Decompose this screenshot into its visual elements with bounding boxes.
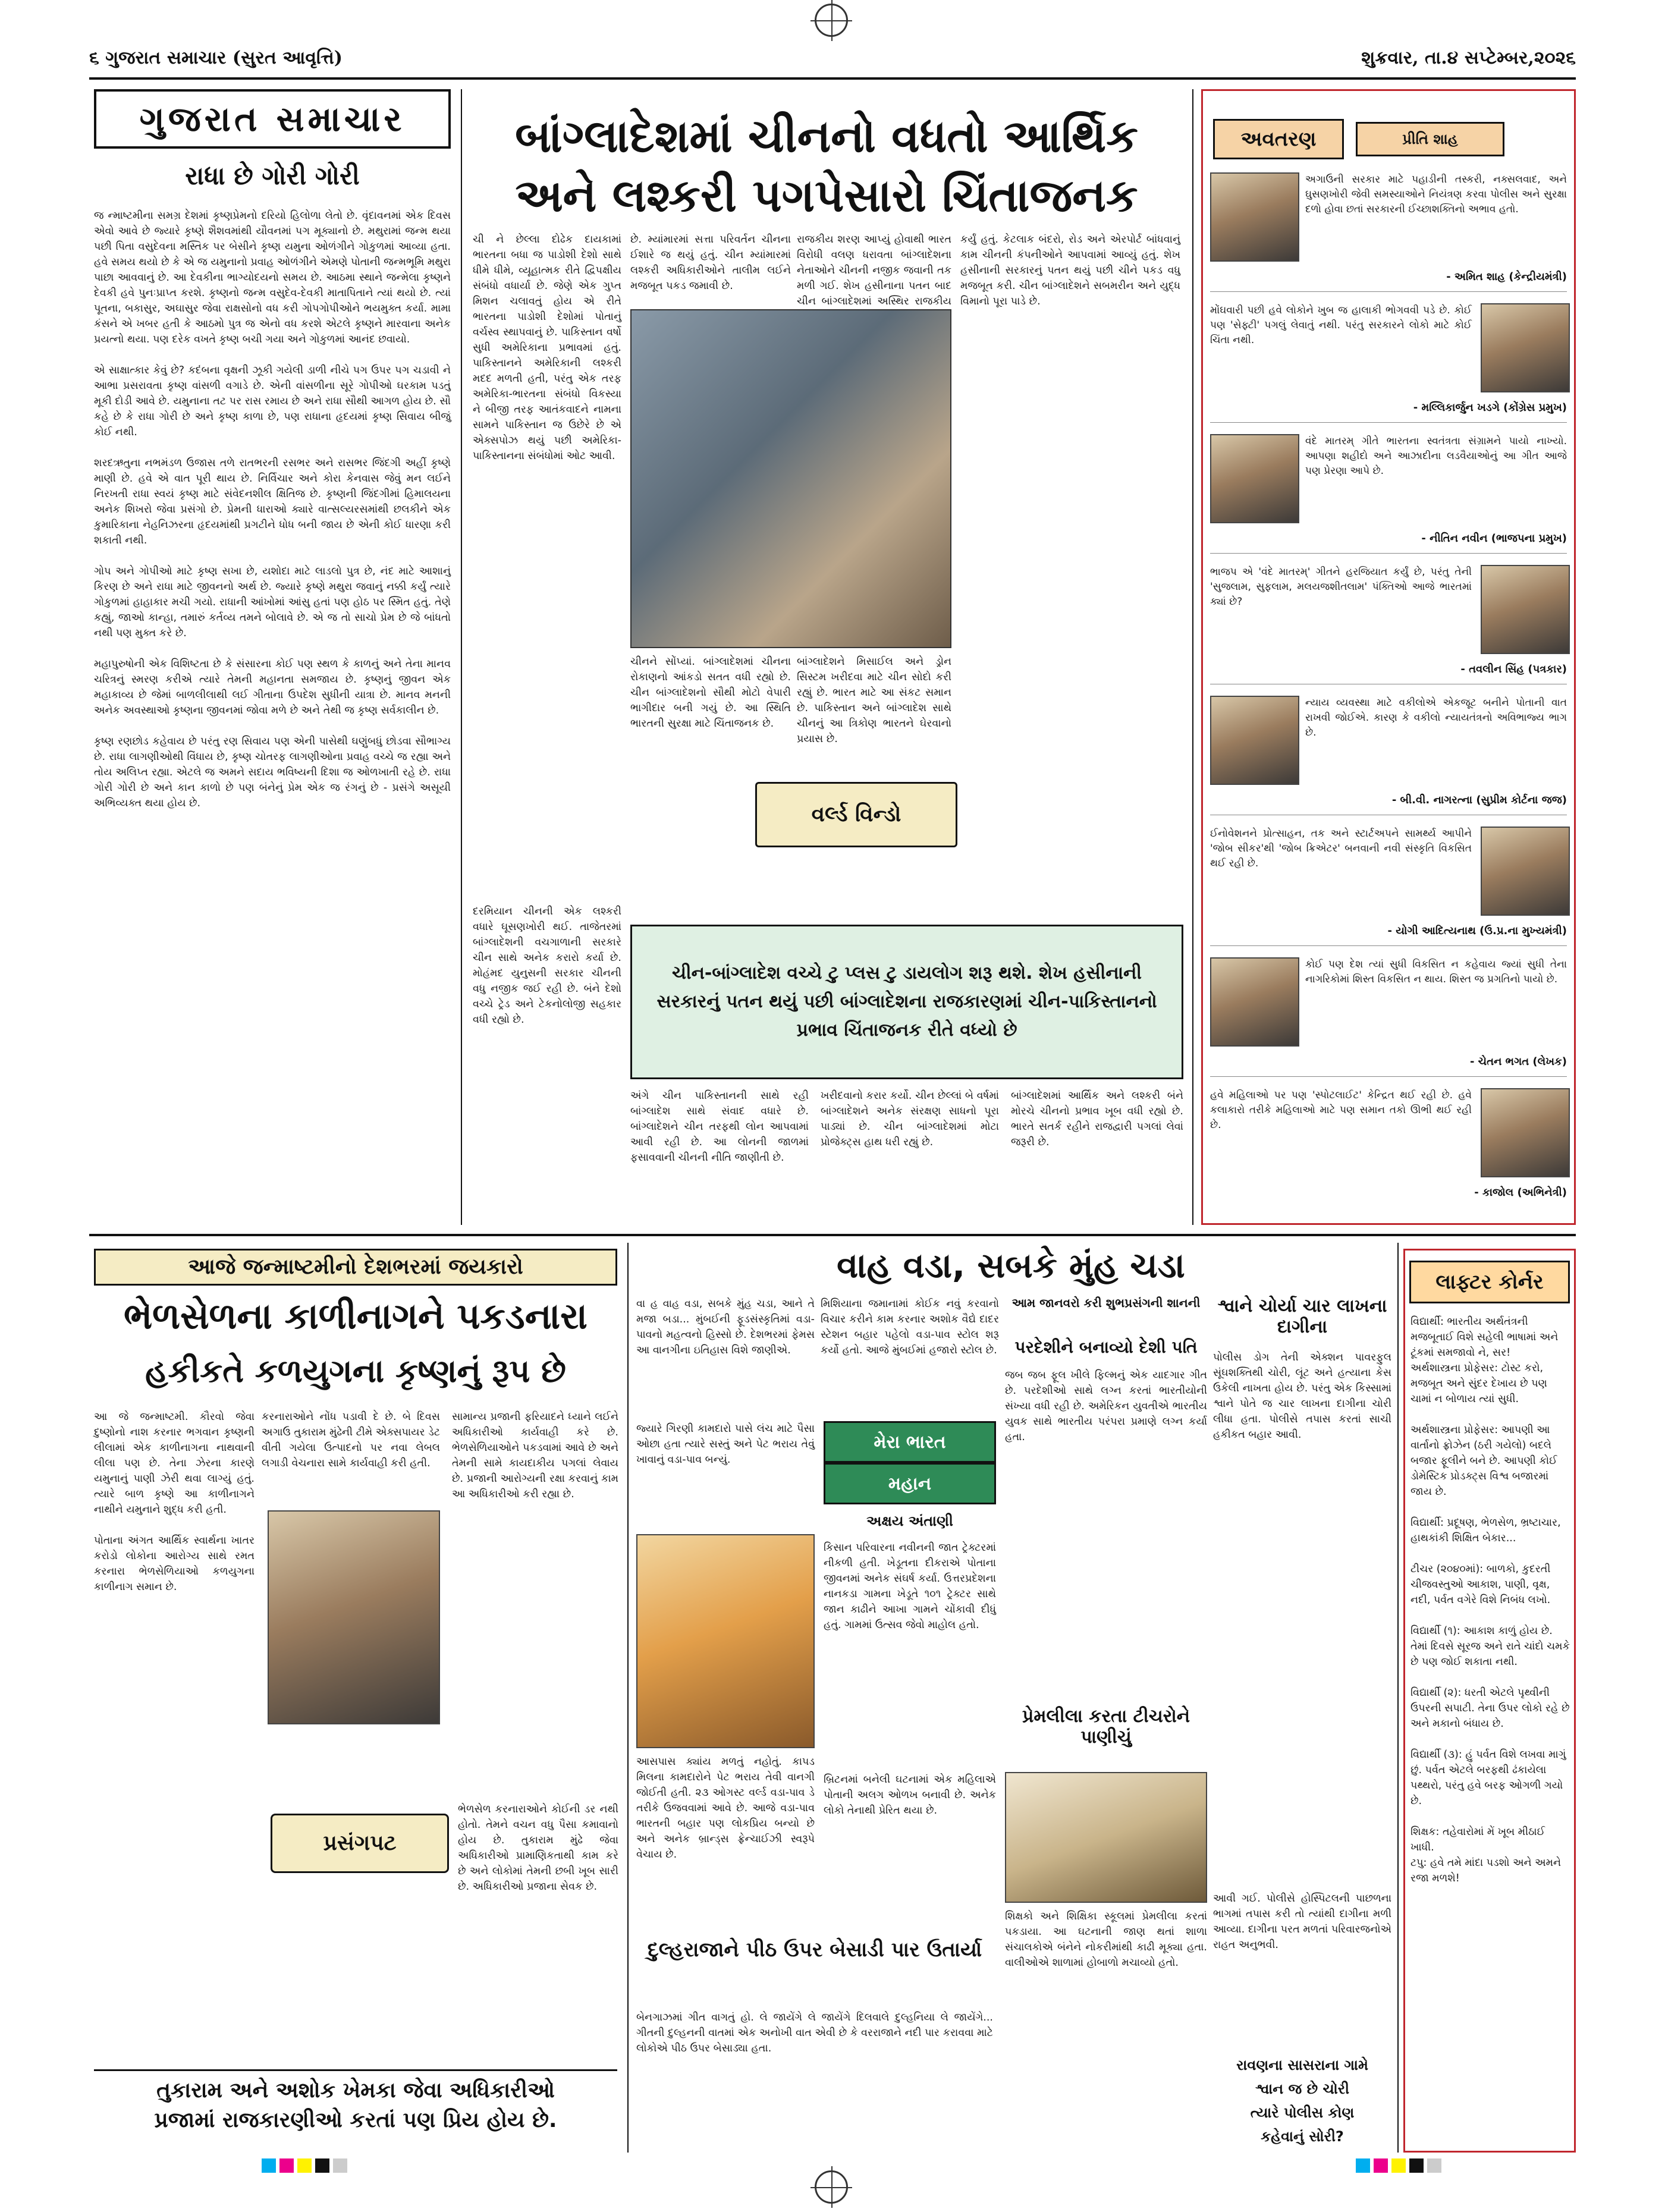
pardeshi-headline: પરદેશીને બનાવ્યો દેશી પતિ xyxy=(1014,1337,1198,1357)
lead-lower-mid: અંગે ચીન પાકિસ્તાનની સાથે રહી બાંગ્લાદેશ સાથે સંવાદ વધારે છે. બાંગ્લાદેશને ચીન તરફથી લોન આપવામાં આવી રહી છે. આ લોનની જાળમાં ફસાવવાની ચીનની નીતિ જાણીતી છે. xyxy=(630,1090,812,1164)
quote-attribution: - કાજોલ (અભિનેત્રી) xyxy=(1474,1186,1567,1199)
char-footer-4: કહેવાનું સોરી? xyxy=(1261,2128,1344,2145)
quote-attribution: - તવલીન સિંહ (પત્રકાર) xyxy=(1460,663,1567,675)
page-folio: ૬ ગુજરાત સમાચાર (સુરત આવૃત્તિ) xyxy=(89,48,343,68)
lead-photo xyxy=(630,309,951,648)
lead-headline-1: બાંગ્લાદેશમાં ચીનનો વધતો આર્થિક xyxy=(515,109,1138,162)
lead-col-1: ચી ને છેલ્લા દોઢેક દાયકામાં ભારતના બધા જ પાડોશી દેશો સાથે ધીમે ધીમે, વ્યૂહાત્મક રીતે દ્વિપક્ષીય સંબંધો વધાર્યા છે. જેણે એક ગુપ્ત મિશન ચલાવતું હોય એ રીતે ભારતના પાડોશી દેશોમાં પોતાનું વર્ચસ્વ સ્થાપવાનું છે. પાકિસ્તાન વર્ષો સુધી અમેરિકાના પ્રભાવમાં હતું. પાકિસ્તાનને અમેરિકાની લશ્કરી મદદ મળતી હતી, પરંતુ એક તરફ અમેરિકા-ભારતના સંબંધો વિકસ્યા ને બીજી તરફ આતંકવાદને નામના સામને પાકિસ્તાન જ ઉછેરે છે એ એક્સપોઝ થયું પછી અમેરિકા-પાકિસ્તાનના સંબંધોમાં ઓટ આવી. xyxy=(473,234,625,462)
char-body: પોલીસ ડોગ તેની એક્શન પાવરફુલ સૂંઘશક્તિથી ચોરી, લૂંટ અને હત્યાના કેસ ઉકેલી નાખતા હોય છે. પરંતુ એક કિસ્સામાં શ્વાને પોતે જ ચાર લાખના દાગીના ચોરી લીધા હતા. પોલીસે તપાસ કરતાં સાચી હકીકત બહાર આવી. xyxy=(1213,1352,1395,1441)
quote-attribution: - ચેતન ભગત (લેખક) xyxy=(1469,1055,1567,1068)
lead-headline-2: અને લશ્કરી પગપેસારો ચિંતાજનક xyxy=(515,169,1138,222)
mera-bharat-author: અક્ષય અંતાણી xyxy=(866,1513,953,1529)
pardeshi-sub-headline: પ્રેમલીલા કરતા ટીચરોને પાણીચું xyxy=(1022,1706,1190,1748)
world-window-label: વર્લ્ડ વિન્ડો xyxy=(755,782,957,847)
vada-headline: વાહ વડા, સબકે મુંહ ચડા xyxy=(837,1245,1185,1286)
char-footer-2: શ્વાન જ છે ચોરી xyxy=(1255,2081,1349,2097)
column-masthead: ગુજરાત સમાચાર xyxy=(94,89,451,149)
janmashtami-headline-2: હકીકતે કળયુગના કૃષ્ણનું રૂપ છે xyxy=(145,1352,566,1390)
mid-divider xyxy=(627,1243,629,2153)
laughter-title: લાફ્ટર કોર્નર xyxy=(1409,1261,1570,1303)
quote-attribution: - અમિત શાહ (કેન્દ્રીયમંત્રી) xyxy=(1446,271,1567,283)
quote-divider xyxy=(1210,422,1567,423)
quote-attribution: - યોગી આદિત્યનાથ (ઉ.પ્ર.ના મુખ્યમંત્રી) xyxy=(1387,925,1567,937)
quote-portrait xyxy=(1210,696,1299,785)
quote-attribution: - મલ્લિકાર્જુન ખડગે (કોંગ્રેસ પ્રમુખ) xyxy=(1413,401,1567,414)
quote-portrait xyxy=(1210,957,1299,1047)
quote-portrait xyxy=(1210,172,1299,262)
mera-bharat-extra: બ્રિટનમાં બનેલી ઘટનામાં એક મહિલાએ પોતાની અલગ ઓળખ બનાવી છે. અનેક લોકો તેનાથી પ્રેરિત થયા છે. xyxy=(824,1774,1000,1817)
quote-divider xyxy=(1210,945,1567,946)
janmashtami-headline-1: ભેળસેળના કાળીનાગને પકડનારા xyxy=(124,1296,588,1337)
janmashtami-footer-1: તુકારામ અને અશોક ખેમકા જેવા અધિકારીઓ xyxy=(156,2078,555,2103)
janmashtami-lower: ભેળસેળ કરનારાઓને કોઈની ડર નથી હોતો. તેમને વચન વધુ પૈસા કમાવાનો હોય છે. તુકારામ મુંઢે જેવા અધિકારીઓ પ્રામાણિકતાથી કામ કરે છે અને લોકોમાં તેમની છબી ખૂબ સારી છે. અધિકારીઓ પ્રજાના સેવક છે. xyxy=(458,1803,622,1893)
janmashtami-kicker: આજે જન્માષ્ટમીનો દેશભરમાં જયકારો xyxy=(94,1249,617,1286)
char-footer-1: રાવણના સાસરાના ગામે xyxy=(1236,2057,1368,2073)
vada-lower: આસપાસ ક્યાંય મળતું નહોતું. કાપડ મિલના કામદારોને પેટ ભરાય તેવી વાનગી જોઈતી હતી. ૨૩ ઓગસ્ટ વર્લ્ડ વડા-પાવ ડે તરીકે ઉજવવામાં આવે છે. આજે વડા-પાવ ભારતની બહાર પણ લોકપ્રિય બન્યો છે અને અનેક બ્રાન્ડ્સ ફ્રેન્ચાઈઝી સ્વરૂપે વેચાય છે. xyxy=(636,1756,818,1861)
janmashtami-footer-2: પ્રજામાં રાજકારણીઓ કરતાં પણ પ્રિય હોય છે. xyxy=(154,2108,557,2132)
janmashtami-footer-rule xyxy=(94,2069,617,2071)
lead-col-6: બાંગ્લાદેશને મિસાઈલ અને ડ્રોન સિસ્ટમ ખરીદવા માટે ચીન સોદો કરી રહ્યું છે. ભારત માટે આ સંકટ સમાન છે. પાકિસ્તાન અને બાંગ્લાદેશ સાથે ચીનનું આ ત્રિકોણ ભારતને ઘેરવાનો પ્રયાસ છે. xyxy=(797,656,955,745)
prasangpat-label: પ્રસંગપટ xyxy=(271,1814,449,1873)
avataran-author: પ્રીતિ શાહ xyxy=(1356,122,1504,156)
section-divider xyxy=(89,1234,1576,1236)
lead-lower-right: ખરીદવાનો કરાર કર્યો. ચીન છેલ્લાં બે વર્ષમાં બાંગ્લાદેશને અનેક સંરક્ષણ સાધનો પૂરા પાડ્યાં છે. ચીન બાંગ્લાદેશમાં મોટા પ્રોજેક્ટ્સ હાથ ધરી રહ્યું છે. xyxy=(821,1090,1003,1148)
pardeshi-illustration xyxy=(1005,1772,1207,1903)
header-rule xyxy=(89,77,1576,80)
lead-divider xyxy=(1192,89,1193,1225)
laughter-body: વિદ્યાર્થી: ભારતીય અર્થતંત્રની મજબૂતાઈ વિશે સહેલી ભાષામાં અને ટૂંકમાં સમજાવો ને, સર! અર્થશાસ્ત્રના પ્રોફેસર: ટોસ્ટ કરો, મજબૂત અને સુંદર દેખાય છે પણ ચામાં ન બોળાય ત્યાં સુધી. અર્થશાસ્ત્રના પ્રોફેસર: આપણી આ વાર્તાનો ફ્રોઝેન (ઠરી ગયેલો) બદલે બજાર ફૂલીને બને છે. આપણી કોઈ ડોમેસ્ટિક પ્રોડક્ટ્સ વિશ્વ બજારમાં જાય છે. વિદ્યાર્થી: પ્રદૂષણ, ભેળસેળ, ભ્રષ્ટાચાર, હાથકાંકી શિક્ષિત બેકાર... ટીચર (૨૦૪૦માં): બાળકો, કુદરતી ચીજવસ્તુઓ આકાશ, પાણી, વૃક્ષ, નદી, પર્વત વગેરે વિશે નિબંધ લખો. વિદ્યાર્થી (૧): આકાશ કાળું હોય છે. તેમાં દિવસે સૂરજ અને રાતે ચાંદો ચમકે છે પણ જોઈ શકાતા નથી. વિદ્યાર્થી (૨): ધરતી એટલે પૃથ્વીની ઉપરની સપાટી. તેના ઉપર લોકો રહે છે અને મકાનો બંધાય છે. વિદ્યાર્થી (૩): હું પર્વત વિશે લખવા માગું છું. પર્વત એટલે બરફથી ઢંકાયેલા પથ્થરો, પરંતુ હવે બરફ ઓગળી ગયો છે. શિક્ષક: તહેવારોમાં મેં ખૂબ મીઠાઈ ખાધી. ટપુ: હવે તમે માંદા પડશો અને અમને રજા મળશે! xyxy=(1410,1316,1570,1884)
quote-divider xyxy=(1210,553,1567,554)
page-date: શુક્રવાર, તા.૪ સપ્ટેમ્બર,૨૦૨૬ xyxy=(1361,48,1576,68)
pardeshi-sub-body: શિક્ષકો અને શિક્ષિકા સ્કૂલમાં પ્રેમલીલા કરતાં પકડાયા. આ ઘટનાની જાણ થતાં શાળા સંચાલકોએ બંનેને નોકરીમાંથી કાઢી મૂક્યા હતા. વાલીઓએ શાળામાં હોબાળો મચાવ્યો હતો. xyxy=(1005,1911,1211,1969)
quote-attribution: - નીતિન નવીન (ભાજપના પ્રમુખ) xyxy=(1421,532,1567,545)
mera-bharat-body: કિસાન પરિવારના નવીનની જાત ટ્રેક્ટરમાં નીકળી હતી. ખેડૂતના દીકરાએ પોતાના જીવનમાં અનેક સંઘર્ષ કર્યા. ઉત્તરપ્રદેશના નાનકડા ગામના ખેડૂતે ૧૦૧ ટ્રેક્ટર સાથે જાન કાઢીને આખા ગામને ચોંકાવી દીધું હતું. ગામમાં ઉત્સવ જેવો માહોલ હતો. xyxy=(824,1542,1000,1631)
vada-col-2: મિશિયાના જમાનામાં કોઈક નવું કરવાનો વિચાર કરીને કામ કરનાર અશોક વૈદ્યે દાદર સ્ટેશન બહાર પહેલો વડા-પાવ સ્ટોલ શરૂ કર્યો હતો. આજે મુંબઈમાં હજારો સ્ટોલ છે. xyxy=(821,1298,1003,1356)
janmashtami-col-1: આ જે જન્માષ્ટમી. કૌરવો જેવા દુષ્ણોનો નાશ કરનાર ભગવાન કૃષ્ણની લીલામાં એક કાળીનાગના નાથવાની લીલા પણ છે. તેના ઝેરના કારણે યમુનાનું પાણી ઝેરી થવા લાગ્યું હતું. ત્યારે બાળ કૃષ્ણે આ કાળીનાગને નાથીને યમુનાને શુદ્ધ કરી હતી. પોતાના અંગત આર્થિક સ્વાર્થના ખાતર કરોડો લોકોના આરોગ્ય સાથે રમત કરનારા ભેળસેળિયાઓ કળયુગના કાળીનાગ સમાન છે. xyxy=(94,1411,255,1593)
registration-mark-bottom xyxy=(815,2170,848,2204)
lead-col-3: રાજકીય શરણ આપ્યું હોવાથી ભારત વિરોધી વલણ ધરાવતા બાંગ્લાદેશના નેતાઓને ચીનની નજીક જવાની તક મળી ગઈ. શેખ હસીનાના પતન બાદ ચીન બાંગ્લાદેશમાં અસ્થિર રાજકીય xyxy=(797,234,951,307)
quote-attribution: - બી.વી. નાગરત્ના (સુપ્રીમ કોર્ટના જજ) xyxy=(1391,794,1567,806)
mera-bharat-label-2: મહાન xyxy=(824,1463,996,1504)
column-title: રાધા છે ગોરી ગોરી xyxy=(185,161,360,190)
quote-text: કોઈ પણ દેશ ત્યાં સુધી વિકસિત ન કહેવાય જ્યાં સુધી તેના નાગરિકોમાં શિસ્ત વિકસિત ન થાય. શિસ્ત જ પ્રગતિનો પાયો છે. xyxy=(1305,959,1570,985)
vada-col-3: જ્યારે ગિરણી કામદારો પાસે લંચ માટે પૈસા ઓછા હતા ત્યારે સસ્તું અને પેટ ભરાય તેવું ખાવાનું વડા-પાવ બન્યું. xyxy=(636,1423,818,1466)
quote-text: ન્યાય વ્યવસ્થા માટે વકીલોએ એકજૂટ બનીને પોતાની વાત રાખવી જોઈએ. કારણ કે વકીલો ન્યાયતંત્રનો અવિભાજ્ય ભાગ છે. xyxy=(1305,697,1570,739)
char-lower: આવી ગઈ. પોલીસે હોસ્પિટલની પાછળના ભાગમાં તપાસ કરી તો ત્યાંથી દાગીના મળી આવ્યા. દાગીના પરત મળતાં પરિવારજનોએ રાહત અનુભવી. xyxy=(1213,1893,1395,1951)
vada-col-1: વા હ વાહ વડા, સબકે મુંહ ચડા, આને તે મજા બડા... મુંબઈની ફૂડસંસ્કૃતિમાં વડા-પાવનો મહત્વનો હિસ્સો છે. દેશભરમાં ફેમસ આ વાનગીના ઇતિહાસ વિશે જાણીએ. xyxy=(636,1298,818,1356)
quote-portrait xyxy=(1481,1088,1570,1177)
quote-text: ભાજપ એ 'વંદે માતરમ્' ગીતને હરજિયાત કર્યું છે, પરંતુ તેની 'સુજલામ, સુફલામ, મલયજશીતલામ' પંક્તિઓ આજે ભારતમાં ક્યાં છે? xyxy=(1210,566,1475,608)
lead-pull-quote: ચીન-બાંગ્લાદેશ વચ્ચે ટુ પ્લસ ટુ ડાયલોગ શરૂ થશે. શેખ હસીનાની સરકારનું પતન થયું પછી બાંગ્લાદેશના રાજકારણમાં ચીન-પાકિસ્તાનનો પ્રભાવ ચિંતાજનક રીતે વધ્યો છે xyxy=(630,925,1183,1079)
lead-col-4: કર્યું હતું. કેટલાક બંદરો, રોડ અને એરપોર્ટ બાંધવાનું કામ ચીનની કંપનીઓને આપવામાં આવ્યું હતું. શેખ હસીનાની સરકારનું પતન થયું પછી ચીને પકડ વધુ મજબૂત કરી. ચીન બાંગ્લાદેશને સબમરીન અને યુદ્ધ વિમાનો પૂરા પાડે છે. xyxy=(960,234,1184,307)
quote-divider xyxy=(1210,1076,1567,1077)
janmashtami-col-3: સામાન્ય પ્રજાની ફરિયાદને ધ્યાને લઈને અધિકારીઓ કાર્યવાહી કરે છે. ભેળસેળિયાઓને પકડવામાં આવે છે અને તેમની સામે કાયદાકીય પગલાં લેવાય છે. પ્રજાની આરોગ્યની રક્ષા કરવાનું કામ આ અધિકારીઓ કરી રહ્યા છે. xyxy=(452,1411,622,1500)
quote-divider xyxy=(1210,291,1567,292)
quote-portrait xyxy=(1481,303,1570,392)
janmashtami-photo xyxy=(268,1510,440,1724)
registration-mark-top xyxy=(815,4,848,37)
color-bar-right xyxy=(1356,2158,1441,2173)
char-footer-3: ત્યારે પોલીસ કોણ xyxy=(1250,2104,1355,2121)
quote-portrait xyxy=(1210,434,1299,523)
quote-portrait xyxy=(1481,827,1570,916)
right-divider xyxy=(1397,1243,1399,2153)
mera-bharat-label-1: મેરા ભારત xyxy=(824,1421,996,1463)
lead-col-7: બાંગ્લાદેશમાં આર્થિક અને લશ્કરી બંને મોરચે ચીનનો પ્રભાવ ખૂબ વધી રહ્યો છે. ભારતે સતર્ક રહીને રાજદ્વારી પગલાં લેવાં જરૂરી છે. xyxy=(1011,1090,1187,1148)
pardeshi-body: જબ જબ ફૂલ ખીલે ફિલ્મનું એક યાદગાર ગીત છે. પરદેશીઓ સાથે લગ્ન કરતાં ભારતીયોની સંખ્યા વધી રહી છે. અમેરિકન યુવતીએ ભારતીય યુવક સાથે ભારતીય પરંપરા પ્રમાણે લગ્ન કર્યા હતા. xyxy=(1005,1369,1211,1443)
lead-lower-left: દરમિયાન ચીનની એક લશ્કરી વધારે ઘૂસણખોરી થઈ. તાજેતરમાં બાંગ્લાદેશની વચગાળાની સરકારે ચીન સાથે અનેક કરારો કર્યા છે. મોહંમદ યુનુસની સરકાર ચીનની વધુ નજીક જઈ રહી છે. બંને દેશો વચ્ચે ટ્રેડ અને ટેકનોલોજી સહકાર વધી રહ્યો છે. xyxy=(473,906,625,1026)
pardeshi-kicker: આમ જાનવરો કરી શુભપ્રસંગની શાનની xyxy=(1011,1296,1201,1310)
janmashtami-col-2: કરનારાઓને નોંધ પડાવી દે છે. બે દિવસ અગાઉ તુકારામ મુંઢેની ટીમે એક્સપાયર ડેટ વીતી ગયેલા ઉત્પાદનો પર નવા લેબલ લગાડી વેચનારા સામે કાર્યવાહી કરી હતી. xyxy=(262,1411,444,1469)
quote-portrait xyxy=(1481,565,1570,654)
lead-col-5: ચીનને સોંપ્યાં. બાંગ્લાદેશમાં ચીનના રોકાણનો આંકડો સતત વધી રહ્યો છે. ચીન બાંગ્લાદેશનો સૌથી મોટો વેપારી ભાગીદાર બની ગયું છે. આ સ્થિતિ ભારતની સુરક્ષા માટે ચિંતાજનક છે. xyxy=(630,656,794,730)
quote-text: હવે મહિલાઓ પર પણ 'સ્પોટલાઈટ' કેન્દ્રિત થઈ રહી છે. હવે કલાકારો તરીકે મહિલાઓ માટે પણ સમાન તકો ઊભી થઈ રહી છે. xyxy=(1210,1089,1475,1131)
vada-sub-body: બેનગાઝમાં ગીત વાગતું હો. લે જાયેંગે લે જાયેંગે દિલવાલે દુલ્હનિયા લે જાયેંગે... ગીતની દુલ્હનની વાતમાં એક અનોખી વાત એવી છે કે વરરાજાને નદી પાર કરાવવા માટે લોકોએ પીઠ ઉપર બેસાડ્યા હતા. xyxy=(636,2012,997,2054)
quote-text: ઈનોવેશનને પ્રોત્સાહન, તક અને સ્ટાર્ટઅપને સામર્થ્ય આપીને 'જોબ સીકર'થી 'જોબ ક્રિએટર' બનવાની નવી સંસ્કૃતિ વિકસિત થઈ રહી છે. xyxy=(1210,828,1475,869)
column-divider xyxy=(461,89,462,1225)
quote-text: મોંઘવારી પછી હવે લોકોને ખુબ જ હાલાકી ભોગવવી પડે છે. કોઈ પણ 'સેફ્ટી' પગલું લેવાતું નથી. પરંતુ સરકારને લોકો માટે કોઈ ચિંતા નથી. xyxy=(1210,304,1475,346)
column-body: જ ન્માષ્ટમીના સમગ્ર દેશમાં કૃષ્ણપ્રેમનો દરિયો હિલોળા લેતો છે. વૃંદાવનમાં એક દિવસ એવો આવે છે જ્યારે કૃષ્ણે શૈશવમાંથી યૌવનમાં પગ મૂક્યાનો છે. મથુરામાં જન્મ થયા પછી પિતા વસુદેવના મસ્તિક પર બેસીને કૃષ્ણ યમુના ઓળંગીને ગોકુળમાં આવ્યા હતા. હવે સમય થયો છે કે એ જ યમુનાનો પ્રવાહ ઓળંગીને એમણે પોતાની જન્મભૂમિ મથુરા પાછા આવવાનું છે. આ દેવકીના ભાગ્યોદયનો સમય છે. આઠમા સ્થાને જન્મેલા કૃષ્ણને દેવકી હવે પુનઃપ્રાપ્ત કરશે. કૃષ્ણનો જન્મ વસુદેવ-દેવકી માતાપિતાને ત્યાં થયો છે. ત્યાં પૂતના, બકાસુર, અઘાસુર જેવા રાક્ષસોનો વધ કરી ગોપગોપીઓને ભયમુક્ત કર્યા. મામા કંસને એ ખબર હતી કે આઠમો પુત્ર જ એનો વધ કરશે એટલે કૃષ્ણને મારવાના અનેક પ્રયત્નો થયા. પણ દરેક વખતે કૃષ્ણ બચી ગયા અને ગોકુળમાં આનંદ છવાયો. એ સાક્ષાત્કાર કેવું છે? કદંબના વૃક્ષની ઝૂકી ગયેલી ડાળી નીચે પગ ઉપર પગ ચડાવી ને આભા પ્રસરાવતા કૃષ્ણ વાંસળી વગાડે છે. એની વાંસળીના સૂરે ગોપીઓ ઘરકામ પડતું મૂકી દોડી આવે છે. યમુનાના તટ પર રાસ રમાય છે અને રાધા સૌથી આગળ હોય છે. સૌ કહે છે કે રાધા ગોરી છે અને કૃષ્ણ કાળા છે, પણ રાધાના હૃદયમાં કૃષ્ણ સિવાય બીજું કોઈ નથી. શરદઋતુના નભમંડળ ઉજાસ તળે રાતભરની રસભર અને રાસભર જિંદગી અહીં કૃષ્ણે માણી છે. હવે એ વાત પૂરી થાય છે. નિર્વિચાર અને કોરા કેનવાસ જેવું મન લઈને નિરખતી રાધા સ્વયં કૃષ્ણ માટે સંવેદનશીલ ક્ષિતિજ છે. કૃષ્ણની જિંદગીમાં હિમાલયના અનેક શિખરો જેવા પ્રસંગો છે. પ્રેમની ધારાઓ ક્યારે વાત્સલ્યરસમાંથી છલકીને એક કુમારિકાના નેહનિઝરના હૃદયમાંથી પ્રગટીને ધોધ બની જાય છે એની કોઈ ધારણા કરી શકાતી નથી. ગોપ અને ગોપીઓ માટે કૃષ્ણ સખા છે, યશોદા માટે લાડલો પુત્ર છે, નંદ માટે આશાનું કિરણ છે અને રાધા માટે જીવનનો અર્થ છે. જ્યારે કૃષ્ણે મથુરા જવાનું નક્કી કર્યું ત્યારે ગોકુળમાં હાહાકાર મચી ગયો. રાધાની આંખોમાં આંસુ હતાં પણ હોઠ પર સ્મિત હતું. તેણે કહ્યું, જાઓ કાન્હા, તમારું કર્તવ્ય તમને બોલાવે છે. એ જ તો સાચો પ્રેમ છે જે બાંધતો નથી પણ મુક્ત કરે છે. મહાપુરુષોની એક વિશિષ્ટતા છે કે સંસારના કોઈ પણ સ્થળ કે કાળનું અને તેના માનવ ચરિત્રનું સ્મરણ કરીએ ત્યારે તેમની મહાનતા સમજાય છે. કૃષ્ણનું જીવન એક મહાકાવ્ય છે જેમાં બાળલીલાથી લઈ ગીતાના ઉપદેશ સુધીની યાત્રા છે. માનવ મનની અનેક અવસ્થાઓ કૃષ્ણના જીવનમાં જોવા મળે છે અને તેથી જ કૃષ્ણ સર્વકાલીન છે. કૃષ્ણ રણછોડ કહેવાય છે પરંતુ રણ સિવાય પણ એની પાસેથી ઘણુંબધું છોડવા સૌભાગ્ય છે. રાધા લાગણીઓથી વિંધાય છે, કૃષ્ણ ચોતરફ લાગણીઓના પ્રવાહ વચ્ચે જ રહ્યા અને તોય અલિપ્ત રહ્યા. એટલે જ અમને સદાય ભવિષ્યની દિશા જ ઓળખાતી રહે છે. રાધા ગોરી ગોરી છે અને કાન કાળો છે પણ બંનેનું પ્રેમ એક જ રંગનું છે - પ્રસંગે અસૂયી અભિવ્યક્ત થયા હોય છે. xyxy=(94,210,451,809)
avataran-label: અવતરણ xyxy=(1213,119,1344,159)
char-headline: શ્વાને ચોર્યા ચાર લાખના દાગીના xyxy=(1217,1296,1387,1337)
quote-text: અગાઉની સરકાર માટે પહાડીની તસ્કરી, નક્સલવાદ, અને ઘુસણખોરી જેવી સમસ્યાઓને નિયંત્રણ કરવા પોલીસ અને સુરક્ષા દળો હોવા છતાં સરકારની ઈચ્છાશક્તિનો અભાવ હતો. xyxy=(1305,174,1570,215)
quote-text: વંદે માતરમ્ ગીતે ભારતના સ્વતંત્રતા સંગ્રામને પાયો નાખ્યો. આપણા શહીદો અને આઝાદીના લડવૈયાઓનું આ ગીત આજે પણ પ્રેરણા આપે છે. xyxy=(1305,435,1570,477)
vada-photo xyxy=(636,1534,815,1748)
vada-sub-headline: દુલ્હરાજાને પીઠ ઉપર બેસાડી પાર ઉતાર્યા xyxy=(647,1938,982,1962)
lead-col-2: છે. મ્યાંમારમાં સત્તા પરિવર્તન ચીનના ઈશારે જ થયું હતું. ચીન મ્યાંમારમાં લશ્કરી અધિકારીઓને તાલીમ લઈને મજબૂત પકડ જમાવી છે. xyxy=(630,234,791,292)
color-bar-left xyxy=(262,2158,347,2173)
